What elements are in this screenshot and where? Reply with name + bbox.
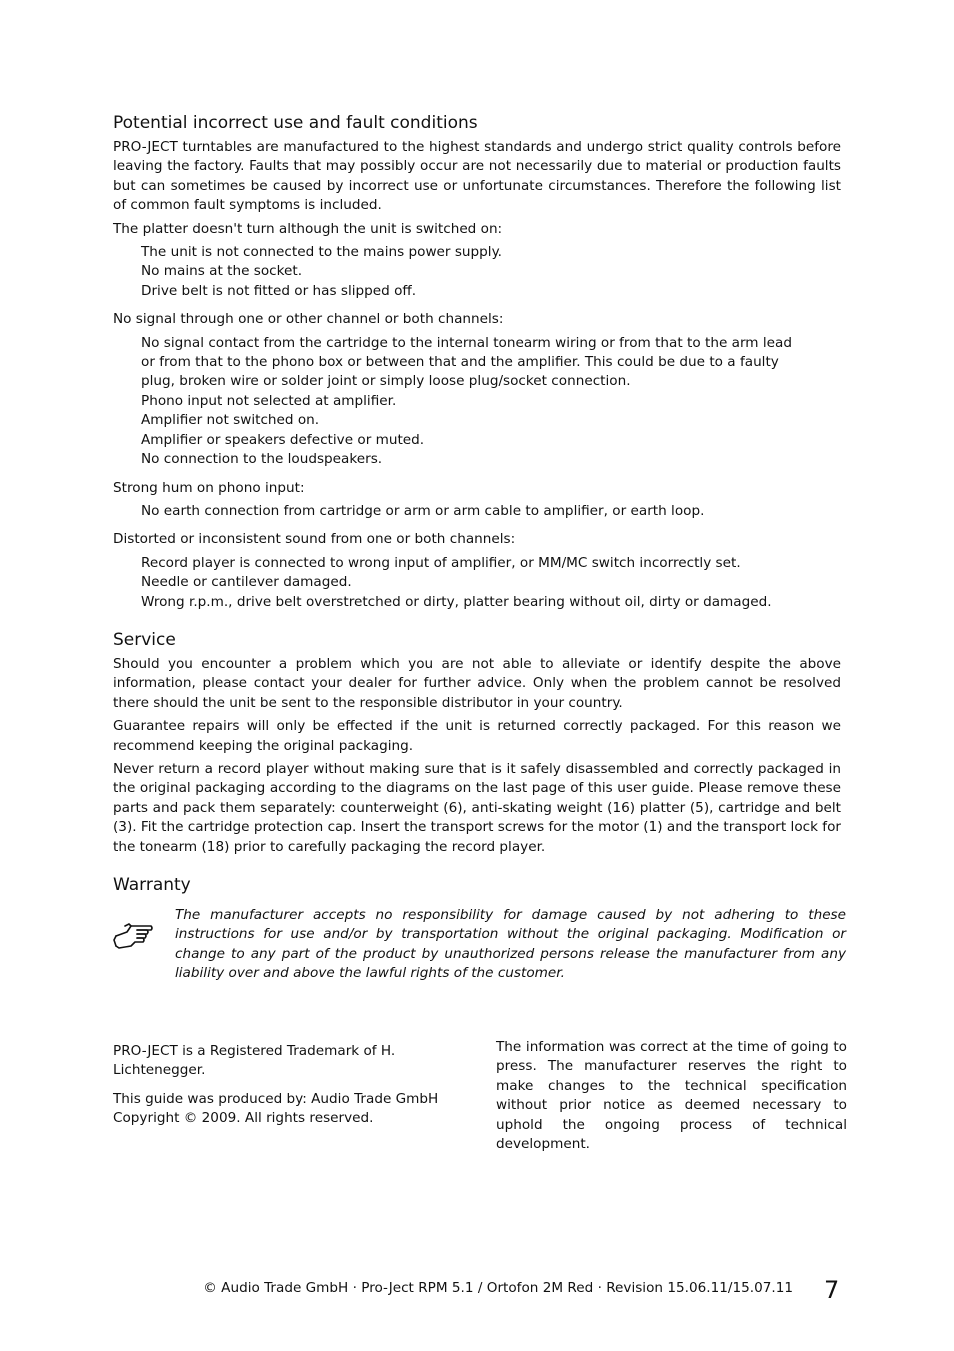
- list-item: Needle or cantilever damaged.: [141, 574, 352, 591]
- fault-group-title: The platter doesn't turn although the unit is switched on:: [113, 220, 503, 237]
- service-paragraph: Should you encounter a problem which you are not able to alleviate or identify despite the above information, please contact your dealer for further advice. Only when the problem cannot be resolved there should the unit be sent to the responsible distributor in your country.: [113, 655, 841, 711]
- page-number: 7: [824, 1276, 840, 1304]
- list-item: The unit is not connected to the mains power supply.: [141, 244, 502, 261]
- fault-group-items: [113, 502, 841, 521]
- warranty-heading: Warranty: [113, 875, 191, 895]
- list-item: Drive belt is not fitted or has slipped off.: [141, 282, 417, 299]
- fault-group-items: [113, 334, 801, 470]
- warranty-section: [113, 874, 846, 984]
- list-item: Wrong r.p.m., drive belt overstretched or dirty, platter bearing without oil, dirty or damaged.: [141, 593, 772, 610]
- fault-group-title: Distorted or inconsistent sound from one or both channels:: [113, 531, 516, 548]
- list-item: No earth connection from cartridge or arm or arm cable to amplifier, or earth loop.: [141, 502, 705, 519]
- list-item: Record player is connected to wrong input of amplifier, or MM/MC switch incorrectly set.: [141, 554, 741, 571]
- list-item: Phono input not selected at amplifier.: [141, 392, 397, 409]
- service-paragraph: Never return a record player without making sure that is it safely disassembled and correctly packaged in the original packaging according to the diagrams on the last page of this user guide. Please remove these parts and pack them separately: counterweight (6), anti-skating weight (16) platter (5), cartridge and belt (3). Fit the cartridge protection cap. Insert the transport screws for the motor (1) and the transport lock for the tonearm (18) prior to carefully packaging the record player.: [113, 760, 841, 855]
- bottom-left-column: [113, 1042, 483, 1138]
- service-paragraph: Guarantee repairs will only be effected if the unit is returned correctly packaged. For this reason we recommend keeping the original packaging.: [113, 718, 841, 754]
- warranty-text: The manufacturer accepts no responsibility for damage caused by not adhering to these instructions for use and/or by transportation without the original packaging. Modification or change to any part of the product by unauthorized persons release the manufacturer from any liability over and above the lawful rights of the customer.: [175, 907, 846, 982]
- list-item: Amplifier not switched on.: [141, 412, 320, 429]
- service-heading: Service: [113, 629, 176, 650]
- produced-by-text: This guide was produced by: Audio Trade GmbH: [113, 1090, 439, 1107]
- notice-text: The information was correct at the time of going to press. The manufacturer reserves the right to make changes to the technical specification without prior notice as deemed necessary to uphold the ongoing process of technical development.: [496, 1039, 847, 1153]
- fault-group-title: Strong hum on phono input:: [113, 479, 305, 496]
- fault-group-items: [113, 554, 841, 612]
- list-item: No signal contact from the cartridge to the internal tonearm wiring or from that to the arm lead or from that to the phono box or between that and the amplifier. This could be due to a faulty plug, broken wire or solder joint or simply loose plug/socket connection.: [141, 334, 792, 390]
- warranty-notice: [113, 906, 846, 984]
- list-item: No mains at the socket.: [141, 263, 303, 280]
- copyright-text: Copyright © 2009. All rights reserved.: [113, 1110, 374, 1127]
- list-item: Amplifier or speakers defective or muted.: [141, 431, 425, 448]
- fault-heading: Potential incorrect use and fault conditions: [113, 113, 478, 133]
- bottom-right-column: [496, 1038, 847, 1154]
- footer-text: © Audio Trade GmbH · Pro-Ject RPM 5.1 / Ortofon 2M Red · Revision 15.06.11/15.07.11: [203, 1280, 793, 1296]
- list-item: No connection to the loudspeakers.: [141, 451, 383, 468]
- fault-intro: PRO-JECT turntables are manufactured to the highest standards and undergo strict quality controls before leaving the factory. Faults that may possibly occur are not necessarily due to material or production faults but can sometimes be caused by incorrect use or unfortunate circumstances. Therefore the following list of common fault symptoms is included.: [113, 139, 841, 214]
- fault-group-items: [113, 243, 841, 301]
- main-content: [113, 112, 846, 984]
- pointing-hand-icon: [113, 922, 153, 956]
- trademark-text: PRO-JECT is a Registered Trademark of H. Lichtenegger.: [113, 1043, 396, 1079]
- fault-group-title: No signal through one or other channel or both channels:: [113, 311, 504, 328]
- service-section: [113, 629, 841, 857]
